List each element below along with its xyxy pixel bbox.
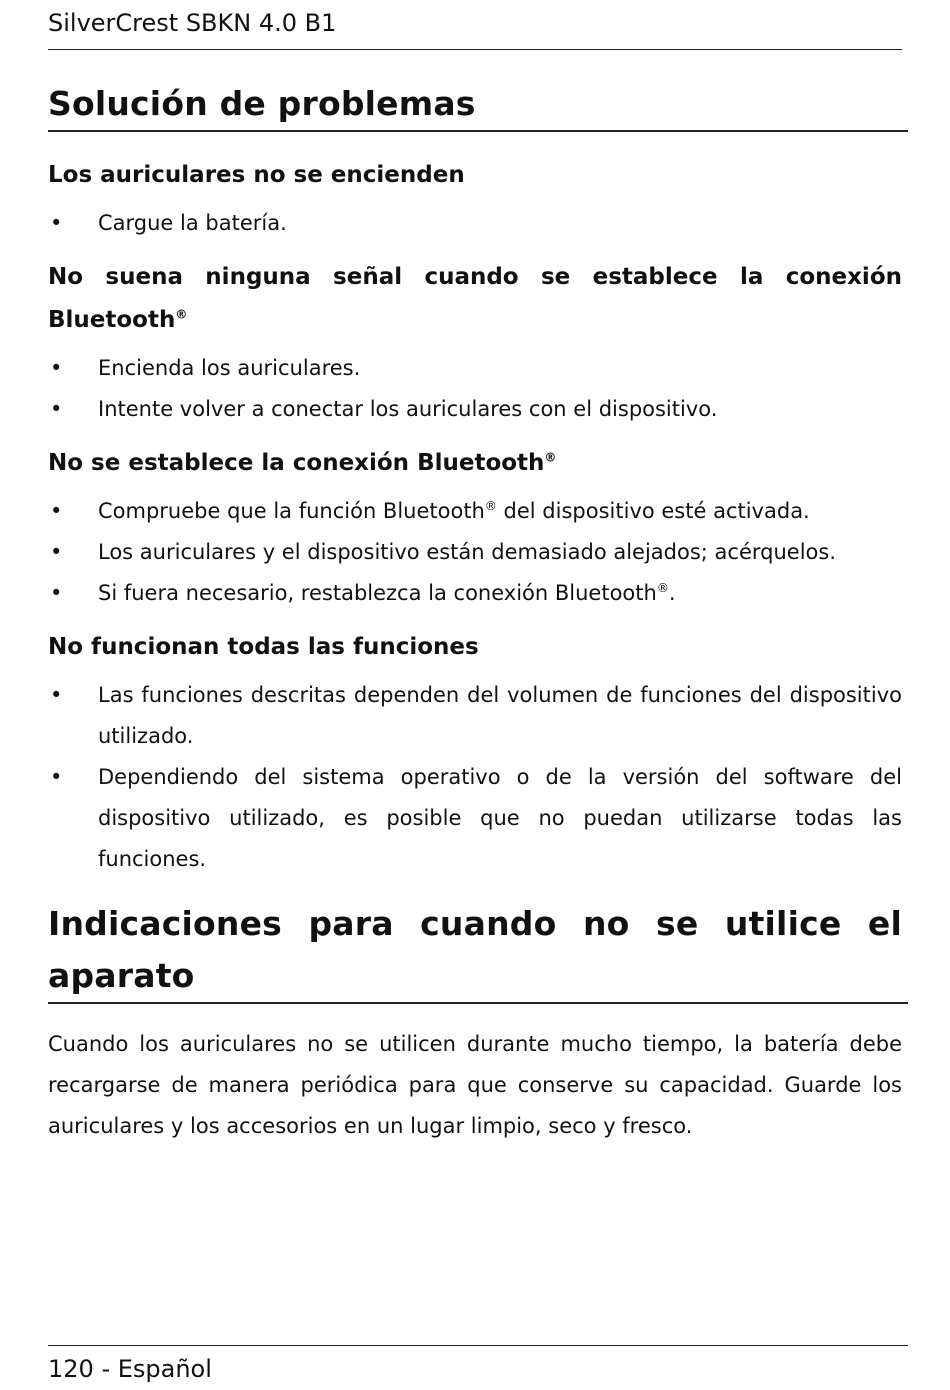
manual-page — [48, 0, 902, 1390]
bullet-icon: • — [50, 397, 63, 421]
solution-list — [48, 675, 902, 880]
header-rule — [48, 49, 902, 50]
problem-heading: Los auriculares no se encienden — [48, 162, 465, 188]
list-item: • Los auriculares y el dispositivo están demasiado alejados; acérquelos. — [48, 532, 902, 573]
list-item: • Dependiendo del sistema operativo o de la versión del software del dispositivo utilizado, es posible que no puedan utilizarse todas las funciones. — [48, 757, 902, 880]
problem-heading: No suena ninguna señal cuando se establece la conexión Bluetooth® — [48, 264, 902, 333]
bullet-icon: • — [50, 683, 63, 707]
list-item: • Cargue la batería. — [48, 203, 902, 244]
solution-list — [48, 491, 902, 614]
page-number: 120 - Español — [48, 1355, 212, 1383]
bullet-icon: • — [50, 211, 63, 235]
bullet-icon: • — [50, 581, 63, 605]
problem-heading: No funcionan todas las funciones — [48, 634, 479, 660]
section-title-rule — [48, 1002, 908, 1004]
bullet-icon: • — [50, 540, 63, 564]
section-title-rule — [48, 130, 908, 132]
problem-heading: No se establece la conexión Bluetooth® — [48, 450, 557, 476]
footer-rule — [48, 1345, 908, 1346]
list-item: • Compruebe que la función Bluetooth® del dispositivo esté activada. — [48, 491, 902, 532]
bullet-icon: • — [50, 356, 63, 380]
list-item: • Intente volver a conectar los auriculares con el dispositivo. — [48, 389, 902, 430]
page-content — [48, 78, 902, 1147]
section-title-storage: Indicaciones para cuando no se utilice el aparato — [48, 904, 902, 995]
bullet-icon: • — [50, 765, 63, 789]
bullet-icon: • — [50, 499, 63, 523]
list-item: • Encienda los auriculares. — [48, 348, 902, 389]
solution-list — [48, 203, 902, 244]
storage-paragraph: Cuando los auriculares no se utilicen durante mucho tiempo, la batería debe recargarse de manera periódica para que conserve su capacidad. Guarde los auriculares y los accesorios en un lugar limpio, seco y fresco. — [48, 1032, 902, 1138]
list-item: • Si fuera necesario, restablezca la conexión Bluetooth®. — [48, 573, 902, 614]
running-header: SilverCrest SBKN 4.0 B1 — [48, 9, 337, 37]
solution-list — [48, 348, 902, 430]
section-title-troubleshooting: Solución de problemas — [48, 84, 476, 123]
list-item: • Las funciones descritas dependen del volumen de funciones del dispositivo utilizado. — [48, 675, 902, 757]
